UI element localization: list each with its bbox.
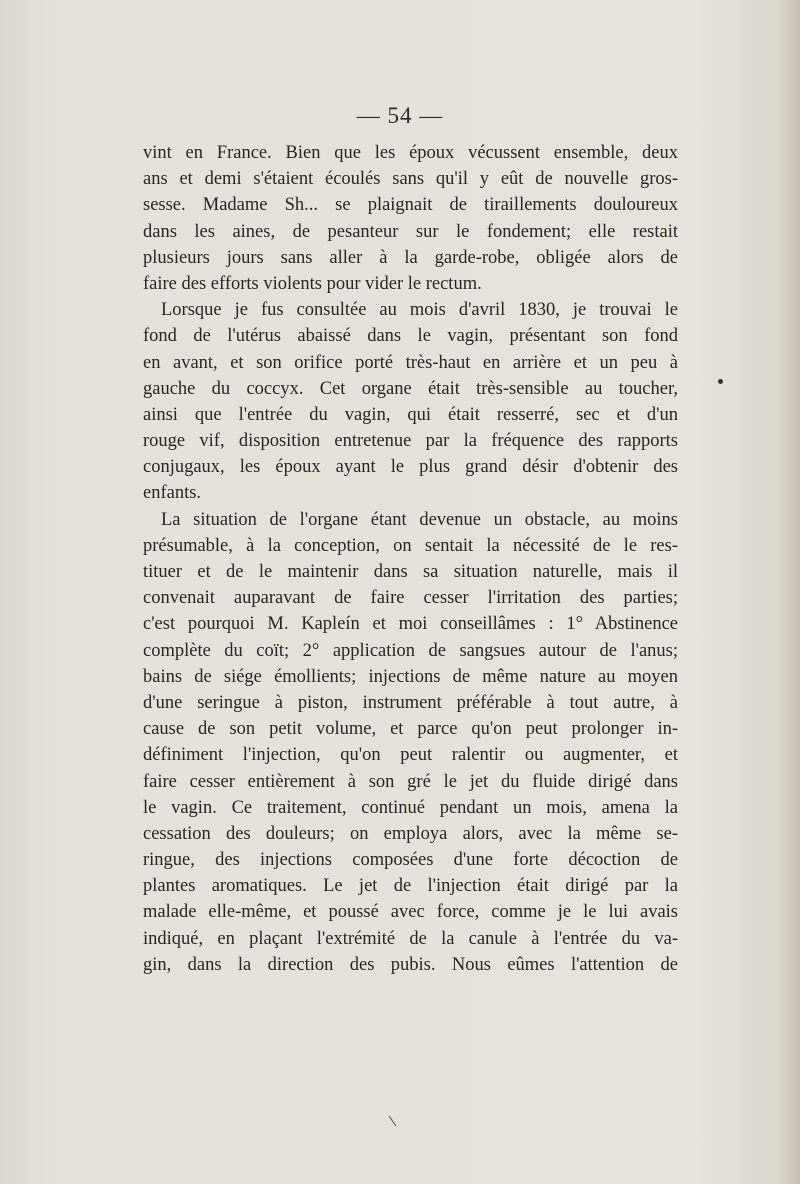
text-line: faire cesser entièrement à son gré le jet du fluide dirigé dans xyxy=(143,771,678,792)
text-line: dans les aines, de pesanteur sur le fondement; elle restait xyxy=(143,221,678,242)
text-line: définiment l'injection, qu'on peut ralentir ou augmenter, et xyxy=(143,745,678,766)
text-line: cessation des douleurs; on employa alors, avec la même se- xyxy=(143,823,678,844)
text-line: gin, dans la direction des pubis. Nous eûmes l'attention de xyxy=(143,954,678,975)
text-line: vint en France. Bien que les époux vécussent ensemble, deux xyxy=(143,143,678,163)
text-line: le vagin. Ce traitement, continué pendant un mois, amena la xyxy=(143,797,678,818)
text-line: Lorsque je fus consultée au mois d'avril 1830, je trouvai le xyxy=(161,300,678,321)
text-line: complète du coït; 2° application de sangsues autour de l'anus; xyxy=(143,640,678,661)
text-line: rouge vif, disposition entretenue par la fréquence des rapports xyxy=(143,431,678,452)
text-line: fond de l'utérus abaissé dans le vagin, présentant son fond xyxy=(143,326,678,347)
pencil-mark xyxy=(389,1116,397,1126)
text-line: La situation de l'organe étant devenue un obstacle, au moins xyxy=(161,509,678,530)
text-line: c'est pourquoi M. Kapleín et moi conseillâmes : 1° Abstinence xyxy=(143,614,678,635)
text-line: malade elle-même, et poussé avec force, comme je le lui avais xyxy=(143,902,678,923)
text-line: en avant, et son orifice porté très-haut en arrière et un peu à xyxy=(143,352,678,373)
text-line: conjugaux, les époux ayant le plus grand désir d'obtenir des xyxy=(143,457,678,478)
text-line: gauche du coccyx. Cet organe était très-sensible au toucher, xyxy=(143,378,678,399)
text-line: d'une seringue à piston, instrument préférable à tout autre, à xyxy=(143,692,678,713)
body-text xyxy=(143,140,678,978)
text-line: tituer et de le maintenir dans sa situation naturelle, mais il xyxy=(143,562,678,582)
text-line: faire des efforts violents pour vider le rectum. xyxy=(143,273,482,294)
text-line: plusieurs jours sans aller à la garde-robe, obligée alors de xyxy=(143,247,678,268)
text-line: présumable, à la conception, on sentait la nécessité de le res- xyxy=(143,535,678,556)
text-line: bains de siége émollients; injections de même nature au moyen xyxy=(143,666,678,687)
text-line: ringue, des injections composées d'une forte décoction de xyxy=(143,850,678,871)
page-number: — 54 — xyxy=(356,103,444,128)
text-line: ans et demi s'étaient écoulés sans qu'il y eût de nouvelle gros- xyxy=(143,169,678,190)
text-line: indiqué, en plaçant l'extrémité de la canule à l'entrée du va- xyxy=(143,928,678,949)
text-line: cause de son petit volume, et parce qu'on peut prolonger in- xyxy=(143,719,678,740)
text-line: convenait auparavant de faire cesser l'irritation des parties; xyxy=(143,588,678,609)
text-line: enfants. xyxy=(143,483,202,504)
margin-mark xyxy=(718,379,723,384)
text-line: plantes aromatiques. Le jet de l'injection était dirigé par la xyxy=(143,876,678,897)
text-line: ainsi que l'entrée du vagin, qui était resserré, sec et d'un xyxy=(143,404,678,425)
text-line: sesse. Madame Sh... se plaignait de tiraillements douloureux xyxy=(143,195,678,216)
page-edge-shadow xyxy=(778,0,800,1184)
